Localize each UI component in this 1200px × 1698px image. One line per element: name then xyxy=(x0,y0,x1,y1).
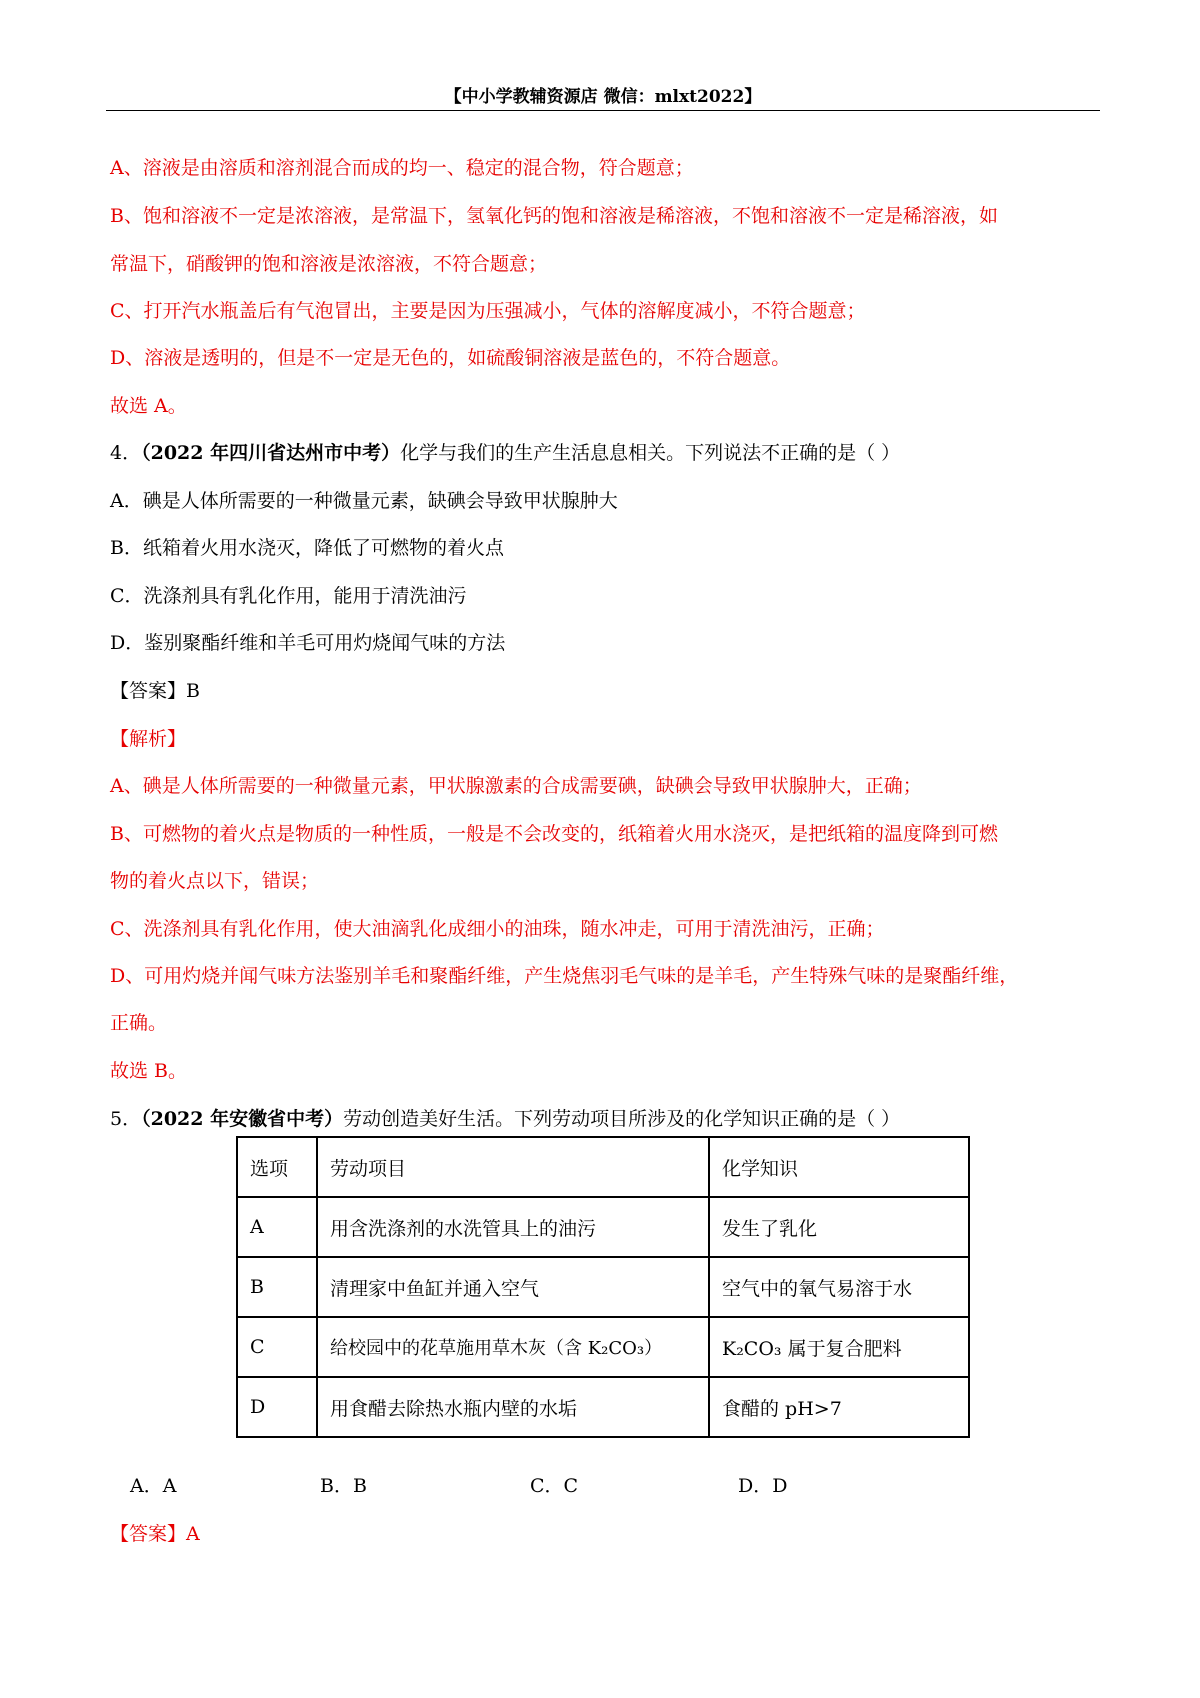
q4-analysis-line: 物的着火点以下，错误； xyxy=(110,870,320,892)
q5-source: （2022 年安徽省中考） xyxy=(141,1108,344,1130)
q4-option-b: B．纸箱着火用水浇灭，降低了可燃物的着火点 xyxy=(110,537,504,559)
q4-answer-text: 【答案】B xyxy=(110,680,200,702)
table-row xyxy=(237,1377,969,1437)
table-row xyxy=(237,1197,969,1257)
q5-choice-a: A．A xyxy=(130,1475,177,1497)
q4-number: 4． xyxy=(110,442,142,464)
table-header-cell: 化学知识 xyxy=(709,1137,969,1197)
q3-explanation-line: D、溶液是透明的，但是不一定是无色的，如硫酸铜溶液是蓝色的，不符合题意。 xyxy=(110,347,791,369)
table-cell: B xyxy=(237,1257,317,1317)
q4-option-d: D．鉴别聚酯纤维和羊毛可用灼烧闻气味的方法 xyxy=(110,632,506,654)
table-row xyxy=(237,1317,969,1377)
q5-stem xyxy=(110,1107,1100,1131)
q4-analysis-line: D、可用灼烧并闻气味方法鉴别羊毛和聚酯纤维，产生烧焦羽毛气味的是羊毛，产生特殊气味的是聚酯纤维， xyxy=(110,965,1019,987)
q3-explanation-line: B、饱和溶液不一定是浓溶液，是常温下，氢氧化钙的饱和溶液是稀溶液，不饱和溶液不一定是稀溶液，如 xyxy=(110,205,998,227)
table-cell: 发生了乳化 xyxy=(709,1197,969,1257)
q4-answer xyxy=(110,679,1100,703)
table-cell: K₂CO₃ 属于复合肥料 xyxy=(709,1317,969,1377)
q4-analysis-line: A、碘是人体所需要的一种微量元素，甲状腺激素的合成需要碘，缺碘会导致甲状腺肿大，正确； xyxy=(110,775,922,797)
q3-conclusion: 故选 A。 xyxy=(110,395,187,417)
q5-choice-b: B．B xyxy=(320,1475,367,1497)
table-header-cell: 劳动项目 xyxy=(317,1137,709,1197)
q3-explanation-line: C、打开汽水瓶盖后有气泡冒出，主要是因为压强减小，气体的溶解度减小，不符合题意； xyxy=(110,300,866,322)
table-row xyxy=(237,1257,969,1317)
q4-analysis-label: 【解析】 xyxy=(110,728,187,750)
q5-choice-d: D．D xyxy=(738,1475,788,1497)
q4-conclusion: 故选 B。 xyxy=(110,1060,188,1082)
q4-option-c: C．洗涤剂具有乳化作用，能用于清洗油污 xyxy=(110,585,467,607)
header-divider xyxy=(106,110,1100,111)
table-cell: 用食醋去除热水瓶内壁的水垢 xyxy=(317,1377,709,1437)
q3-explanation-line: A、溶液是由溶质和溶剂混合而成的均一、稳定的混合物，符合题意； xyxy=(110,157,694,179)
q3-explanation-line: 常温下，硝酸钾的饱和溶液是浓溶液，不符合题意； xyxy=(110,253,548,275)
q4-option-a: A．碘是人体所需要的一种微量元素，缺碘会导致甲状腺肿大 xyxy=(110,490,618,512)
q5-choice-c: C．C xyxy=(530,1475,579,1497)
table-header-row xyxy=(237,1137,969,1197)
table-cell: 空气中的氧气易溶于水 xyxy=(709,1257,969,1317)
q4-stem-text: 化学与我们的生产生活息息相关。下列说法不正确的是（ ） xyxy=(400,442,901,464)
table-cell: 食醋的 pH>7 xyxy=(709,1377,969,1437)
table-cell: C xyxy=(237,1317,317,1377)
q4-analysis-line: C、洗涤剂具有乳化作用，使大油滴乳化成细小的油珠，随水冲走，可用于清洗油污，正确； xyxy=(110,918,885,940)
table-header-cell: 选项 xyxy=(237,1137,317,1197)
table-cell: 给校园中的花草施用草木灰（含 K₂CO₃） xyxy=(317,1317,709,1377)
q5-options-table xyxy=(236,1136,970,1438)
table-cell: 用含洗涤剂的水洗管具上的油污 xyxy=(317,1197,709,1257)
table-cell: A xyxy=(237,1197,317,1257)
page-header: 【中小学教辅资源店 微信：mlxt2022】 xyxy=(444,87,762,107)
q5-stem-text: 劳动创造美好生活。下列劳动项目所涉及的化学知识正确的是（ ） xyxy=(343,1108,901,1130)
q4-source: （2022 年四川省达州市中考） xyxy=(141,442,401,464)
table-cell: D xyxy=(237,1377,317,1437)
q4-analysis-line: B、可燃物的着火点是物质的一种性质，一般是不会改变的，纸箱着火用水浇灭，是把纸箱的温度降到可燃 xyxy=(110,823,998,845)
q5-answer xyxy=(110,1522,1100,1546)
table-cell: 清理家中鱼缸并通入空气 xyxy=(317,1257,709,1317)
q4-analysis-line: 正确。 xyxy=(110,1012,168,1034)
q5-number: 5． xyxy=(110,1108,142,1130)
q4-stem xyxy=(110,441,1100,465)
q5-answer-text: 【答案】A xyxy=(110,1523,200,1545)
